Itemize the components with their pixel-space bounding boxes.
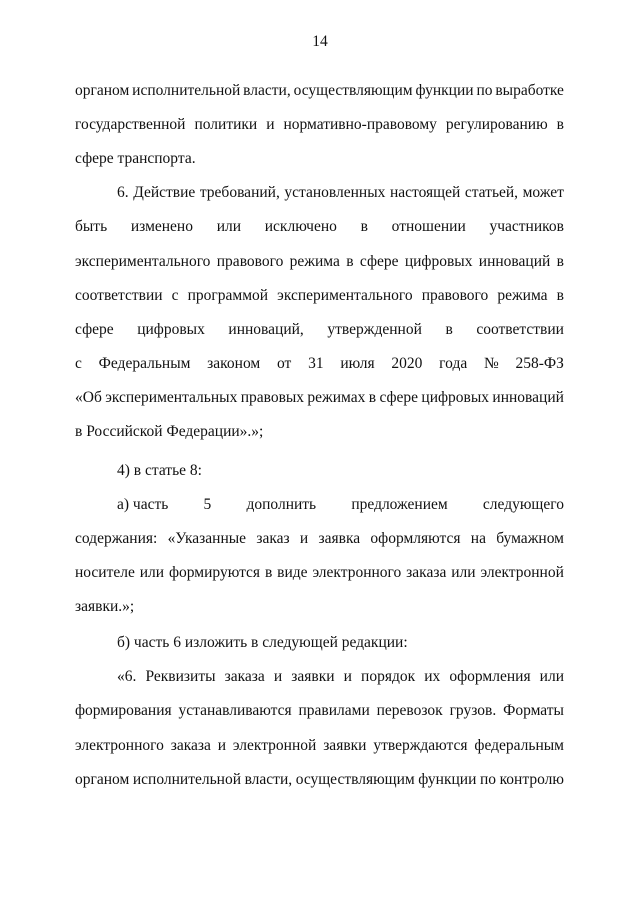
word: законом [207, 355, 261, 372]
word: функции [418, 771, 477, 788]
word: соответствии [476, 321, 564, 338]
word: регулированию [445, 116, 548, 133]
word: цифровых [404, 253, 473, 270]
word: заказа [224, 668, 265, 685]
word: и [266, 116, 275, 133]
text-line: б) часть 6 изложить в следующей редакции: [117, 634, 408, 651]
word: экспериментальных [105, 389, 238, 406]
word: настоящей [389, 184, 461, 201]
word: или [139, 564, 165, 581]
word: следующего [482, 496, 564, 513]
text-line [75, 81, 564, 101]
word: носителе [75, 564, 135, 581]
word: и [299, 530, 309, 547]
word: в [556, 116, 564, 133]
text-line [75, 563, 564, 583]
word: электронного [75, 737, 164, 754]
text-line [117, 495, 564, 515]
word: органом [75, 82, 130, 99]
word: соответствии [75, 287, 163, 304]
word: на [470, 530, 486, 547]
text-line [117, 667, 564, 687]
word: заказа [406, 564, 447, 581]
word: цифровых [137, 321, 205, 338]
word: изменено [130, 218, 193, 235]
word: в [556, 253, 564, 270]
word: государственной [75, 116, 186, 133]
word: правового [421, 287, 489, 304]
word: грузов. [449, 702, 497, 719]
word: правилами [298, 702, 370, 719]
word: политики [194, 116, 258, 133]
word: или [216, 218, 242, 235]
text-line [75, 770, 564, 790]
text-line: сфере транспорта. [75, 150, 196, 167]
word: заказа [170, 737, 211, 754]
word: Форматы [503, 702, 564, 719]
word: отношении [391, 218, 466, 235]
word: по [479, 771, 496, 788]
word: их [424, 668, 441, 685]
word: правового [216, 253, 284, 270]
word: от [276, 355, 292, 372]
word: инноваций, [228, 321, 304, 338]
word: оформления [449, 668, 531, 685]
word: содержания: [75, 530, 158, 547]
word: в [556, 287, 564, 304]
word: режима [497, 287, 548, 304]
word: «6. [117, 668, 137, 685]
text-line [75, 736, 564, 756]
text-line [75, 354, 564, 374]
word: осуществляющим [295, 771, 415, 788]
text-line: в Российской Федерации».»; [75, 423, 264, 440]
word: 31 [308, 355, 324, 372]
word: 2020 [391, 355, 423, 372]
text-line [75, 320, 564, 340]
word: года [439, 355, 468, 372]
word: и [343, 668, 352, 685]
word: власти, [243, 82, 291, 99]
word: сфере [359, 253, 399, 270]
word: экспериментального [75, 253, 211, 270]
word: контролю [499, 771, 564, 788]
word: или [451, 564, 476, 581]
word: инноваций [478, 253, 551, 270]
text-line [75, 252, 564, 272]
word: в [368, 389, 377, 406]
word: электронной [480, 564, 564, 581]
word: инноваций [492, 389, 564, 406]
word: «Об [75, 389, 102, 406]
word: федеральным [474, 737, 564, 754]
word: предложением [351, 496, 448, 513]
word: Действие [133, 184, 196, 201]
word: органом [75, 771, 130, 788]
word: в [445, 321, 453, 338]
word: электронной [232, 737, 317, 754]
word: требований, [199, 184, 280, 201]
word: формирования [75, 702, 172, 719]
word: статьей, [464, 184, 519, 201]
word: заказ [256, 530, 290, 547]
word: программой [187, 287, 269, 304]
word: перевозок [376, 702, 443, 719]
page-number: 14 [312, 33, 328, 50]
word: функции [415, 82, 474, 99]
word: или [539, 668, 564, 685]
word: «Указанные [167, 530, 247, 547]
text-line [75, 217, 564, 237]
word: с [171, 287, 179, 304]
text-line: заявки.»; [75, 598, 135, 615]
word: быть [75, 218, 108, 235]
word: 258-ФЗ [515, 355, 564, 372]
word: а) часть [117, 496, 169, 513]
word: формируются [168, 564, 261, 581]
word: заявки [323, 737, 367, 754]
word: в [360, 218, 368, 235]
word: с [75, 355, 82, 372]
word: исключено [264, 218, 337, 235]
word: и [273, 668, 283, 685]
text-line: 4) в статье 8: [117, 462, 202, 479]
word: электронного [312, 564, 402, 581]
word: 6. [117, 184, 129, 201]
word: дополнить [246, 496, 317, 513]
text-line [75, 286, 564, 306]
word: участников [489, 218, 564, 235]
word: № [483, 355, 499, 372]
word: утверждаются [373, 737, 468, 754]
word: установленных [284, 184, 386, 201]
word: сфере [379, 389, 419, 406]
word: экспериментального [277, 287, 413, 304]
text-line [75, 701, 564, 721]
text-line [75, 388, 564, 408]
word: сфере [75, 321, 114, 338]
word: режимах [307, 389, 366, 406]
word: 5 [203, 496, 212, 513]
word: нормативно-правовому [283, 116, 437, 133]
word: исполнительной [132, 82, 241, 99]
word: выработке [495, 82, 564, 99]
word: оформляются [370, 530, 461, 547]
word: по [476, 82, 493, 99]
word: утвержденной [327, 321, 422, 338]
word: правовых [240, 389, 305, 406]
text-line [75, 115, 564, 135]
word: виде [277, 564, 308, 581]
word: и [217, 737, 227, 754]
word: июля [340, 355, 375, 372]
word: в [346, 253, 354, 270]
word: в [264, 564, 273, 581]
word: порядок [361, 668, 416, 685]
word: режима [289, 253, 340, 270]
word: устанавливаются [178, 702, 292, 719]
word: цифровых [421, 389, 490, 406]
word: может [522, 184, 564, 201]
word: Федеральным [98, 355, 191, 372]
word: Реквизиты [145, 668, 216, 685]
word: бумажном [496, 530, 564, 547]
text-line [75, 529, 564, 549]
text-line [117, 183, 564, 203]
word: заявки [291, 668, 335, 685]
word: осуществляющим [293, 82, 413, 99]
word: власти, [244, 771, 293, 788]
word: заявка [318, 530, 361, 547]
word: исполнительной [132, 771, 241, 788]
